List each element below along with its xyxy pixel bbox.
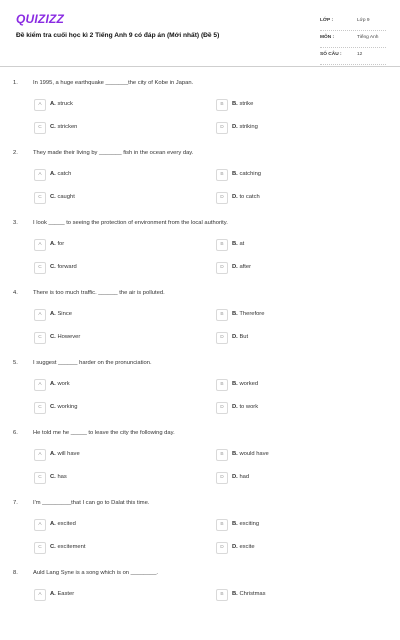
question-number: 5. [13, 360, 18, 366]
option-label [50, 311, 72, 317]
option-letter: C. [50, 334, 56, 340]
option-letter: C. [50, 544, 56, 550]
question-number: 7. [13, 500, 18, 506]
option-letter: B. [232, 171, 238, 177]
option-badge: D [216, 402, 228, 414]
option-text: catching [239, 171, 262, 177]
option-badge: B [216, 519, 228, 531]
option-label [232, 474, 249, 480]
worksheet-header [0, 0, 400, 66]
option-letter: A. [50, 381, 56, 387]
option-text: catch [57, 171, 72, 177]
option-label [50, 521, 76, 527]
question-item [0, 430, 400, 500]
question-item [0, 360, 400, 430]
meta-key: SỐ CÂU : [320, 52, 342, 57]
meta-value: 12 [357, 52, 363, 57]
option-label [50, 171, 71, 177]
option-badge: A [34, 519, 46, 531]
option-badge: A [34, 169, 46, 181]
option-text: excitement [57, 544, 86, 550]
option-text: excited [57, 521, 76, 527]
option-text: struck [57, 101, 73, 107]
option-label [232, 591, 266, 597]
option-letter: D. [232, 334, 238, 340]
question-text: I look _____ to seeing the protection of environment from the local authority. [33, 220, 228, 226]
option-letter: A. [50, 171, 56, 177]
question-item [0, 290, 400, 360]
question-text: I'm _________that I can go to Dalat this time. [33, 500, 150, 506]
option-badge: B [216, 379, 228, 391]
option-letter: B. [232, 241, 238, 247]
meta-key: MÔN : [320, 35, 335, 40]
header-divider [0, 66, 400, 67]
option-label [232, 381, 258, 387]
option-text: strike [239, 101, 254, 107]
meta-table [320, 14, 386, 65]
option-badge: B [216, 449, 228, 461]
quizizz-logo: QUIZIZZ [16, 12, 65, 26]
option-label [50, 264, 77, 270]
option-label [50, 404, 77, 410]
option-badge: B [216, 589, 228, 601]
option-letter: B. [232, 591, 238, 597]
question-text: Auld Lang Syne is a song which is on ________. [33, 570, 159, 576]
option-text: forward [57, 264, 77, 270]
option-letter: D. [232, 194, 238, 200]
option-text: had [239, 474, 250, 480]
question-text: They made their living by _______ fish in the ocean every day. [33, 150, 194, 156]
document-title: Đề kiểm tra cuối học kì 2 Tiếng Anh 9 có đáp án (Mới nhất) (Đề 5) [16, 32, 220, 39]
option-text: But [239, 334, 249, 340]
option-badge: B [216, 99, 228, 111]
question-text: In 1995, a huge earthquake _______the city of Kobe in Japan. [33, 80, 194, 86]
question-number: 1. [13, 80, 18, 86]
option-letter: C. [50, 264, 56, 270]
option-badge: C [34, 122, 46, 134]
option-label [50, 334, 80, 340]
option-badge: C [34, 262, 46, 274]
option-label [50, 591, 74, 597]
option-label [232, 311, 264, 317]
option-label [232, 171, 261, 177]
option-label [232, 241, 244, 247]
option-text: at [239, 241, 245, 247]
option-label [50, 124, 77, 130]
option-letter: A. [50, 311, 56, 317]
option-text: Christmas [239, 591, 266, 597]
option-letter: B. [232, 101, 238, 107]
option-badge: D [216, 332, 228, 344]
option-letter: D. [232, 544, 238, 550]
option-text: for [57, 241, 65, 247]
question-item [0, 500, 400, 570]
option-letter: C. [50, 194, 56, 200]
option-badge: C [34, 192, 46, 204]
option-badge: D [216, 542, 228, 554]
meta-row-class [320, 14, 386, 31]
option-letter: C. [50, 404, 56, 410]
option-label [50, 474, 67, 480]
option-badge: A [34, 449, 46, 461]
option-text: Since [57, 311, 72, 317]
meta-key: LỚP : [320, 18, 334, 23]
option-label [50, 381, 70, 387]
option-badge: A [34, 99, 46, 111]
option-text: stricken [57, 124, 78, 130]
option-badge: B [216, 239, 228, 251]
question-item [0, 80, 400, 150]
question-item [0, 150, 400, 220]
meta-value: Lớp 9 [357, 18, 370, 23]
option-label [232, 334, 248, 340]
option-badge: A [34, 379, 46, 391]
meta-value: Tiếng Anh [357, 35, 379, 40]
option-letter: C. [50, 474, 56, 480]
option-badge: A [34, 309, 46, 321]
option-letter: A. [50, 591, 56, 597]
option-letter: B. [232, 381, 238, 387]
question-item [0, 220, 400, 290]
meta-row-subject [320, 31, 386, 48]
option-badge: C [34, 332, 46, 344]
option-label [232, 194, 260, 200]
option-label [232, 124, 258, 130]
option-label [50, 101, 73, 107]
option-text: caught [57, 194, 75, 200]
option-badge: A [34, 239, 46, 251]
option-label [50, 451, 80, 457]
option-text: Therefore [239, 311, 265, 317]
option-text: will have [57, 451, 80, 457]
option-letter: B. [232, 311, 238, 317]
option-label [232, 451, 269, 457]
option-badge: D [216, 472, 228, 484]
option-label [232, 264, 251, 270]
option-letter: D. [232, 264, 238, 270]
option-badge: C [34, 542, 46, 554]
option-text: Easter [57, 591, 75, 597]
option-letter: D. [232, 474, 238, 480]
option-label [50, 194, 75, 200]
option-text: would have [239, 451, 269, 457]
option-badge: D [216, 192, 228, 204]
question-number: 6. [13, 430, 18, 436]
option-letter: B. [232, 521, 238, 527]
option-letter: A. [50, 451, 56, 457]
question-item [0, 570, 400, 640]
option-text: has [57, 474, 67, 480]
option-text: exciting [239, 521, 260, 527]
option-badge: C [34, 472, 46, 484]
option-label [232, 404, 258, 410]
question-text: There is too much traffic. ______ the air is polluted. [33, 290, 165, 296]
option-badge: D [216, 122, 228, 134]
option-badge: A [34, 589, 46, 601]
option-label [50, 544, 85, 550]
option-label [232, 521, 259, 527]
option-badge: B [216, 169, 228, 181]
option-letter: D. [232, 124, 238, 130]
option-label [50, 241, 64, 247]
option-letter: A. [50, 101, 56, 107]
option-text: However [57, 334, 81, 340]
option-text: striking [239, 124, 258, 130]
option-label [232, 101, 253, 107]
option-letter: D. [232, 404, 238, 410]
question-number: 3. [13, 220, 18, 226]
option-text: to catch [239, 194, 260, 200]
option-badge: C [34, 402, 46, 414]
option-letter: A. [50, 521, 56, 527]
question-number: 8. [13, 570, 18, 576]
question-text: I suggest ______ harder on the pronunciation. [33, 360, 152, 366]
question-text: He told me he _____ to leave the city the following day. [33, 430, 175, 436]
option-text: working [57, 404, 78, 410]
option-letter: C. [50, 124, 56, 130]
question-number: 4. [13, 290, 18, 296]
option-text: work [57, 381, 70, 387]
question-number: 2. [13, 150, 18, 156]
option-letter: A. [50, 241, 56, 247]
option-text: excite [239, 544, 255, 550]
option-text: worked [239, 381, 259, 387]
option-letter: B. [232, 451, 238, 457]
option-text: after [239, 264, 252, 270]
option-text: to work [239, 404, 259, 410]
meta-row-count [320, 48, 386, 65]
option-badge: D [216, 262, 228, 274]
option-badge: B [216, 309, 228, 321]
option-label [232, 544, 255, 550]
